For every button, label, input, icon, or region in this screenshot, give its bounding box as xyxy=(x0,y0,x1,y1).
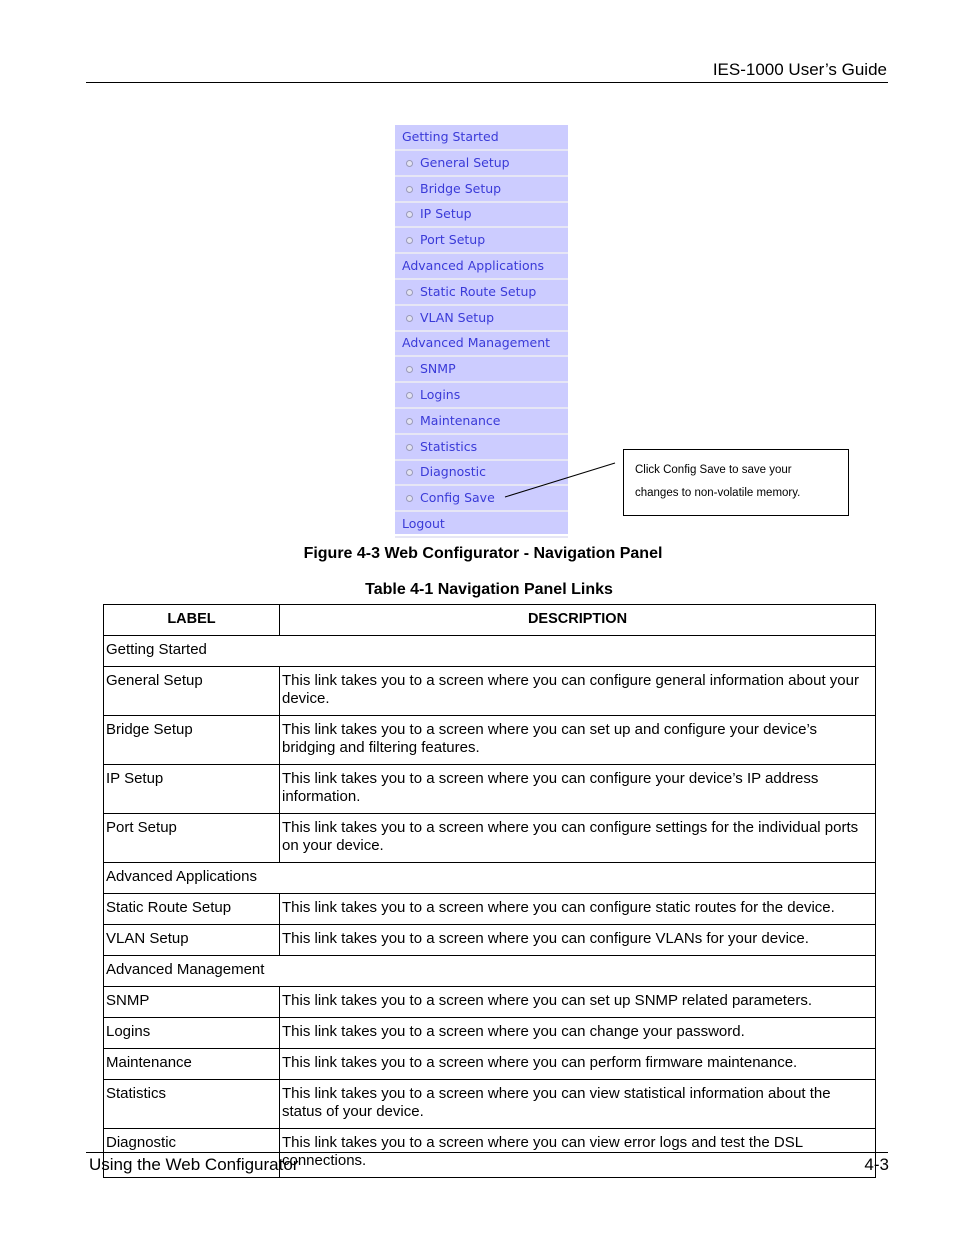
description-cell: This link takes you to a screen where you can view error logs and test the DSL connections. xyxy=(280,1129,876,1178)
nav-link-label: Static Route Setup xyxy=(420,283,537,299)
bullet-icon xyxy=(406,444,413,451)
description-cell: This link takes you to a screen where you can configure VLANs for your device. xyxy=(280,925,876,956)
nav-link-bridge-setup[interactable] xyxy=(395,177,568,203)
table-row xyxy=(104,987,876,1018)
nav-link-vlan-setup[interactable] xyxy=(395,306,568,332)
header-label: LABEL xyxy=(104,605,280,636)
nav-link-getting-started[interactable] xyxy=(395,125,568,151)
nav-link-label: Statistics xyxy=(420,438,478,454)
label-cell: SNMP xyxy=(104,987,280,1018)
bullet-icon xyxy=(406,237,413,244)
nav-link-statistics[interactable] xyxy=(395,435,568,461)
figure-caption: Figure 4-3 Web Configurator - Navigation Panel xyxy=(303,545,663,562)
nav-link-advanced-applications[interactable] xyxy=(395,254,568,280)
description-cell: This link takes you to a screen where you can view statistical information about the status of your device. xyxy=(280,1080,876,1129)
nav-link-label: Advanced Management xyxy=(402,335,551,351)
group-label-cell: Advanced Applications xyxy=(104,863,876,894)
description-cell: This link takes you to a screen where you can configure general information about your device. xyxy=(280,667,876,716)
nav-link-maintenance[interactable] xyxy=(395,409,568,435)
table-group-row xyxy=(104,956,876,987)
label-cell: Logins xyxy=(104,1018,280,1049)
bullet-icon xyxy=(406,289,413,296)
description-cell: This link takes you to a screen where you can configure your device’s IP address information. xyxy=(280,765,876,814)
description-cell: This link takes you to a screen where you can configure settings for the individual ports on your device. xyxy=(280,814,876,863)
nav-link-port-setup[interactable] xyxy=(395,228,568,254)
label-cell: Maintenance xyxy=(104,1049,280,1080)
nav-link-advanced-management[interactable] xyxy=(395,331,568,357)
description-cell: This link takes you to a screen where you can change your password. xyxy=(280,1018,876,1049)
navigation-links-table xyxy=(103,604,876,1178)
nav-link-static-route-setup[interactable] xyxy=(395,280,568,306)
label-cell: Port Setup xyxy=(104,814,280,863)
description-cell: This link takes you to a screen where you can configure static routes for the device. xyxy=(280,894,876,925)
nav-link-label: VLAN Setup xyxy=(420,309,495,325)
description-cell: This link takes you to a screen where you can set up and configure your device’s bridging and filtering features. xyxy=(280,716,876,765)
nav-link-label: Diagnostic xyxy=(420,464,487,480)
nav-link-label: IP Setup xyxy=(420,206,472,222)
group-label-cell: Advanced Management xyxy=(104,956,876,987)
nav-link-general-setup[interactable] xyxy=(395,151,568,177)
table-row xyxy=(104,1049,876,1080)
page-number: 4-3 xyxy=(864,1155,889,1174)
label-cell: General Setup xyxy=(104,667,280,716)
nav-link-label: Advanced Applications xyxy=(402,258,545,273)
nav-link-config-save[interactable] xyxy=(395,486,568,512)
nav-link-label: Logins xyxy=(420,387,461,402)
nav-link-label: Getting Started xyxy=(402,129,499,144)
callout-line-1: Click Config Save to save your xyxy=(635,464,792,476)
table-header-row xyxy=(104,605,876,636)
table-row xyxy=(104,1080,876,1129)
running-footer xyxy=(86,1152,889,1174)
nav-link-label: Bridge Setup xyxy=(420,180,502,196)
table-row xyxy=(104,1018,876,1049)
callout-line-2: changes to non-volatile memory. xyxy=(635,487,801,499)
bullet-icon xyxy=(406,469,413,476)
description-cell: This link takes you to a screen where you can perform firmware maintenance. xyxy=(280,1049,876,1080)
label-cell: Statistics xyxy=(104,1080,280,1129)
bullet-icon xyxy=(406,186,413,193)
description-cell: This link takes you to a screen where you can set up SNMP related parameters. xyxy=(280,987,876,1018)
table-row xyxy=(104,765,876,814)
bullet-icon xyxy=(406,392,413,399)
table-row xyxy=(104,716,876,765)
nav-link-diagnostic[interactable] xyxy=(395,460,568,486)
label-cell: Bridge Setup xyxy=(104,716,280,765)
nav-link-ip-setup[interactable] xyxy=(395,202,568,228)
table-row xyxy=(104,667,876,716)
table-group-row xyxy=(104,863,876,894)
nav-link-label: Port Setup xyxy=(420,232,486,248)
document-title: IES-1000 User’s Guide xyxy=(712,60,887,79)
table-row xyxy=(104,925,876,956)
nav-link-snmp[interactable] xyxy=(395,357,568,383)
label-cell: IP Setup xyxy=(104,765,280,814)
table-caption: Table 4-1 Navigation Panel Links xyxy=(365,581,613,598)
navigation-panel-screenshot xyxy=(395,125,568,534)
label-cell: Diagnostic xyxy=(104,1129,280,1178)
nav-link-logins[interactable] xyxy=(395,383,568,409)
running-header xyxy=(86,60,888,83)
bullet-icon xyxy=(406,160,413,167)
label-cell: Static Route Setup xyxy=(104,894,280,925)
bullet-icon xyxy=(406,366,413,373)
nav-link-label: Logout xyxy=(402,516,445,531)
nav-link-label: Config Save xyxy=(420,490,495,506)
nav-link-label: SNMP xyxy=(420,361,456,377)
group-label-cell: Getting Started xyxy=(104,636,876,667)
nav-link-logout[interactable] xyxy=(395,512,568,538)
nav-link-label: Maintenance xyxy=(420,412,501,428)
bullet-icon xyxy=(406,418,413,425)
config-save-callout xyxy=(623,449,849,516)
header-description: DESCRIPTION xyxy=(280,605,876,636)
footer-section-title: Using the Web Configurator xyxy=(89,1155,299,1174)
nav-link-label: General Setup xyxy=(420,154,510,170)
table-group-row xyxy=(104,636,876,667)
bullet-icon xyxy=(406,211,413,218)
label-cell: VLAN Setup xyxy=(104,925,280,956)
table-row xyxy=(104,814,876,863)
bullet-icon xyxy=(406,495,413,502)
bullet-icon xyxy=(406,315,413,322)
table-row xyxy=(104,894,876,925)
